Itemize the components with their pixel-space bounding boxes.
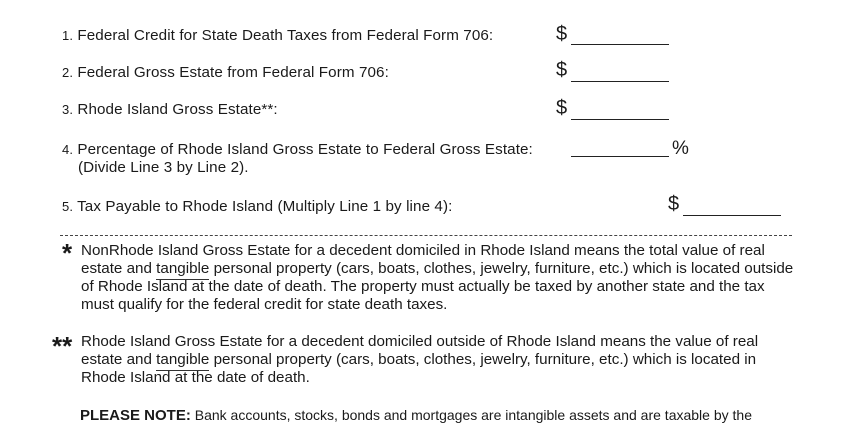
tangible-underlined: tangible (156, 260, 210, 277)
footnote-single-asterisk: * (62, 238, 73, 268)
footnote-2-line-3: Rhode Island at the date of death. (81, 369, 310, 386)
line-2 (62, 64, 389, 81)
line-5-amount-field[interactable] (683, 215, 781, 216)
footnote-2-text: personal property (cars, boats, clothes, jewelry, furniture, etc.) which is located in (209, 351, 757, 368)
line-3 (62, 101, 278, 118)
footnote-2-line-1: Rhode Island Gross Estate for a decedent domiciled outside of Rhode Island means the value of real (81, 333, 759, 350)
line-5-dollar-sign: $ (668, 193, 680, 215)
line-4-instruction: (Divide Line 3 by Line 2). (78, 159, 249, 176)
line-1-dollar-sign: $ (556, 23, 568, 45)
line-1-number: 1. (62, 28, 74, 43)
line-1-amount-field[interactable] (571, 44, 669, 45)
please-note (80, 407, 752, 424)
footnote-1-line-1: NonRhode Island Gross Estate for a decedent domiciled in Rhode Island means the total value of real (81, 242, 765, 259)
line-1-label: Federal Credit for State Death Taxes from Federal Form 706: (77, 27, 494, 44)
line-2-dollar-sign: $ (556, 59, 568, 81)
line-5-label: Tax Payable to Rhode Island (Multiply Line 1 by line 4): (77, 198, 453, 215)
please-note-label: PLEASE NOTE: (80, 407, 191, 424)
footnote-2-line-2 (81, 351, 756, 369)
line-3-amount-field[interactable] (571, 119, 669, 120)
footnote-1-text: estate and (81, 260, 157, 277)
line-3-label: Rhode Island Gross Estate**: (77, 101, 278, 118)
tangible-underlined: tangible (156, 351, 210, 368)
footnote-1-line-2 (81, 260, 793, 278)
line-2-amount-field[interactable] (571, 81, 669, 82)
line-3-number: 3. (62, 102, 74, 117)
line-4-number: 4. (62, 142, 74, 157)
line-4-label: Percentage of Rhode Island Gross Estate to Federal Gross Estate: (77, 141, 533, 158)
footnote-2-text: estate and (81, 351, 157, 368)
line-5 (62, 198, 452, 215)
please-note-text: Bank accounts, stocks, bonds and mortgages are intangible assets and are taxable by the (190, 407, 752, 423)
footnote-1-line-4: must qualify for the federal credit for state death taxes. (81, 296, 448, 313)
line-4 (62, 141, 533, 158)
line-2-number: 2. (62, 65, 74, 80)
footnote-double-asterisk: ** (52, 331, 73, 361)
footnote-1-line-3: of Rhode Island at the date of death. The property must actually be taxed by another state and the tax (81, 278, 765, 295)
line-1 (62, 27, 493, 44)
line-4-percent-sign: % (672, 138, 689, 159)
line-4-percentage-field[interactable] (571, 156, 669, 157)
dashed-separator (60, 235, 792, 236)
line-3-dollar-sign: $ (556, 97, 568, 119)
footnote-1-text: personal property (cars, boats, clothes, jewelry, furniture, etc.) which is located outside (209, 260, 794, 277)
line-2-label: Federal Gross Estate from Federal Form 706: (77, 64, 389, 81)
line-5-number: 5. (62, 199, 74, 214)
